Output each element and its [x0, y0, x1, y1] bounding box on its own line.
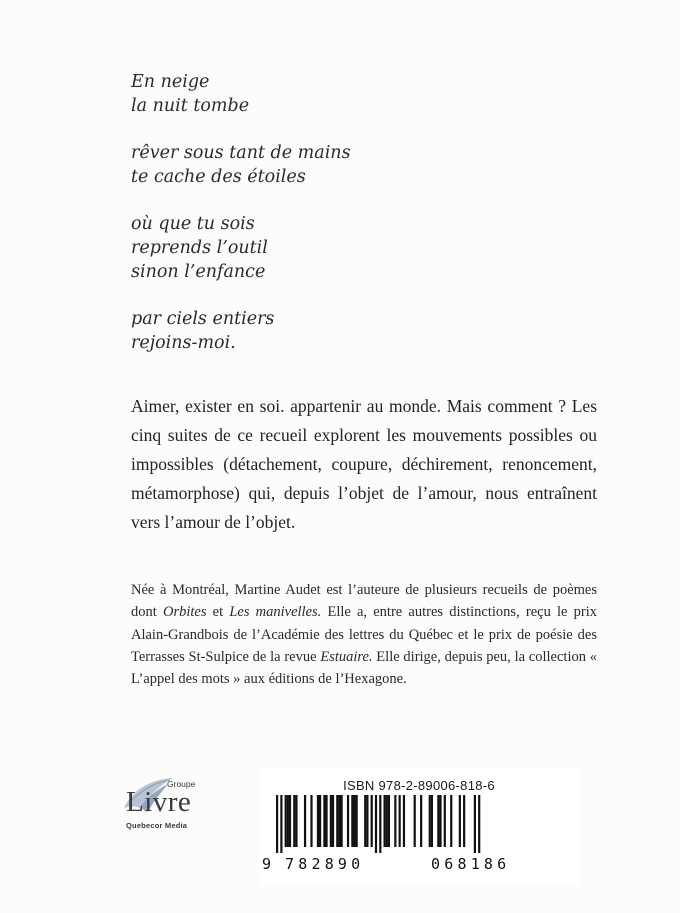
barcode-first-digit: 9: [262, 855, 276, 873]
book-title-manivelles: Les manivelles.: [229, 604, 322, 621]
barcode-bar: [323, 795, 325, 847]
barcode-bar: [431, 795, 433, 847]
barcode-bar: [384, 795, 386, 847]
barcode-bar: [437, 795, 439, 847]
barcode-bar: [429, 795, 431, 847]
poem-line: reprends l’outil: [131, 238, 268, 258]
barcode-bar: [386, 795, 388, 847]
barcode-guard-bar: [276, 795, 278, 853]
poem-line: te cache des étoiles: [131, 167, 306, 187]
isbn-label: ISBN 978-2-89006-818-6: [343, 778, 495, 793]
logo-livre-text: Livre: [126, 786, 192, 818]
barcode-bar: [319, 795, 321, 847]
poem-line: sinon l’enfance: [131, 262, 266, 282]
barcode-bar: [444, 795, 446, 847]
barcode-bar: [463, 795, 465, 847]
barcode-bar: [295, 795, 297, 847]
poem-stanza: [131, 212, 551, 284]
publisher-logo: [110, 768, 220, 848]
barcode-guard-bar: [280, 795, 282, 853]
poem-line: où que tu sois: [131, 214, 255, 234]
barcode-bar: [439, 795, 441, 847]
barcode-guard-bar: [379, 795, 381, 853]
barcode-bar: [353, 795, 355, 847]
logo-groupe-text: Groupe: [167, 779, 196, 789]
barcode-bar: [371, 795, 373, 847]
barcode-bar: [399, 795, 401, 847]
barcode-bar: [293, 795, 295, 847]
bio-text: Elle dirige, depuis peu, la collection « L’appel des mots » aux éditions de l’Hexagone.: [131, 648, 597, 688]
barcode-bar: [304, 795, 306, 847]
bio-text: Elle a, entre autres distinctions, reçu le prix Alain-Grandbois de l’Académie des lettres du Québec et le prix de poésie des Terrasses St-Sulpice de la revue: [131, 604, 598, 665]
barcode-guard-bar: [478, 795, 480, 853]
logo-quebecor-text: Quebecor Media: [126, 821, 188, 830]
poem-line: la nuit tombe: [131, 96, 250, 116]
bio-text: et: [206, 604, 230, 621]
barcode-bar: [285, 795, 287, 847]
barcode: [276, 795, 566, 855]
poem-stanza: [131, 307, 551, 355]
book-title-orbites: Orbites: [162, 604, 207, 621]
poem-stanza: [131, 141, 551, 189]
barcode-bar: [325, 795, 327, 847]
barcode-bar: [414, 795, 416, 847]
barcode-guard-bar: [474, 795, 476, 853]
journal-title-estuaire: Estuaire.: [320, 648, 373, 665]
poem-line: rejoins-moi.: [131, 333, 236, 353]
barcode-bar: [341, 795, 343, 847]
barcode-bar: [336, 795, 338, 847]
barcode-bar: [394, 795, 396, 847]
barcode-guard-bar: [375, 795, 377, 853]
back-cover-blurb: Aimer, exister en soi. appartenir au monde. Mais comment ? Les cinq suites de ce recueil explorent les mouvements possibles ou impossibles (détachement, coupure, déchirement, renoncement, métamorphose) qui, depuis l’objet de l’amour, nous entraînent vers l’amour de l’objet.: [131, 396, 597, 532]
barcode-bar: [459, 795, 461, 847]
author-bio: [131, 579, 597, 690]
barcode-bar: [310, 795, 312, 847]
barcode-bar: [332, 795, 334, 847]
poem-stanza: [131, 70, 551, 118]
barcode-bar: [420, 795, 422, 847]
barcode-bar: [330, 795, 332, 847]
barcode-bar: [351, 795, 353, 847]
barcode-bar: [450, 795, 452, 847]
poem-line: rêver sous tant de mains: [131, 143, 351, 163]
barcode-bar: [364, 795, 366, 847]
poem: [131, 70, 551, 378]
bio-text: Née à Montréal, Martine Audet est l’auteure de plusieurs recueils de poèmes dont: [131, 582, 597, 621]
barcode-left-digits: 782890: [285, 855, 365, 873]
barcode-bar: [287, 795, 289, 847]
barcode-right-digits: 068186: [431, 855, 511, 873]
barcode-bar: [403, 795, 405, 847]
poem-line: par ciels entiers: [131, 309, 275, 329]
barcode-bar: [347, 795, 349, 847]
barcode-bar: [388, 795, 390, 847]
barcode-bar: [289, 795, 291, 847]
barcode-bar: [338, 795, 340, 847]
poem-line: En neige: [131, 72, 210, 92]
barcode-bar: [356, 795, 358, 847]
barcode-bar: [317, 795, 319, 847]
barcode-bar: [366, 795, 368, 847]
